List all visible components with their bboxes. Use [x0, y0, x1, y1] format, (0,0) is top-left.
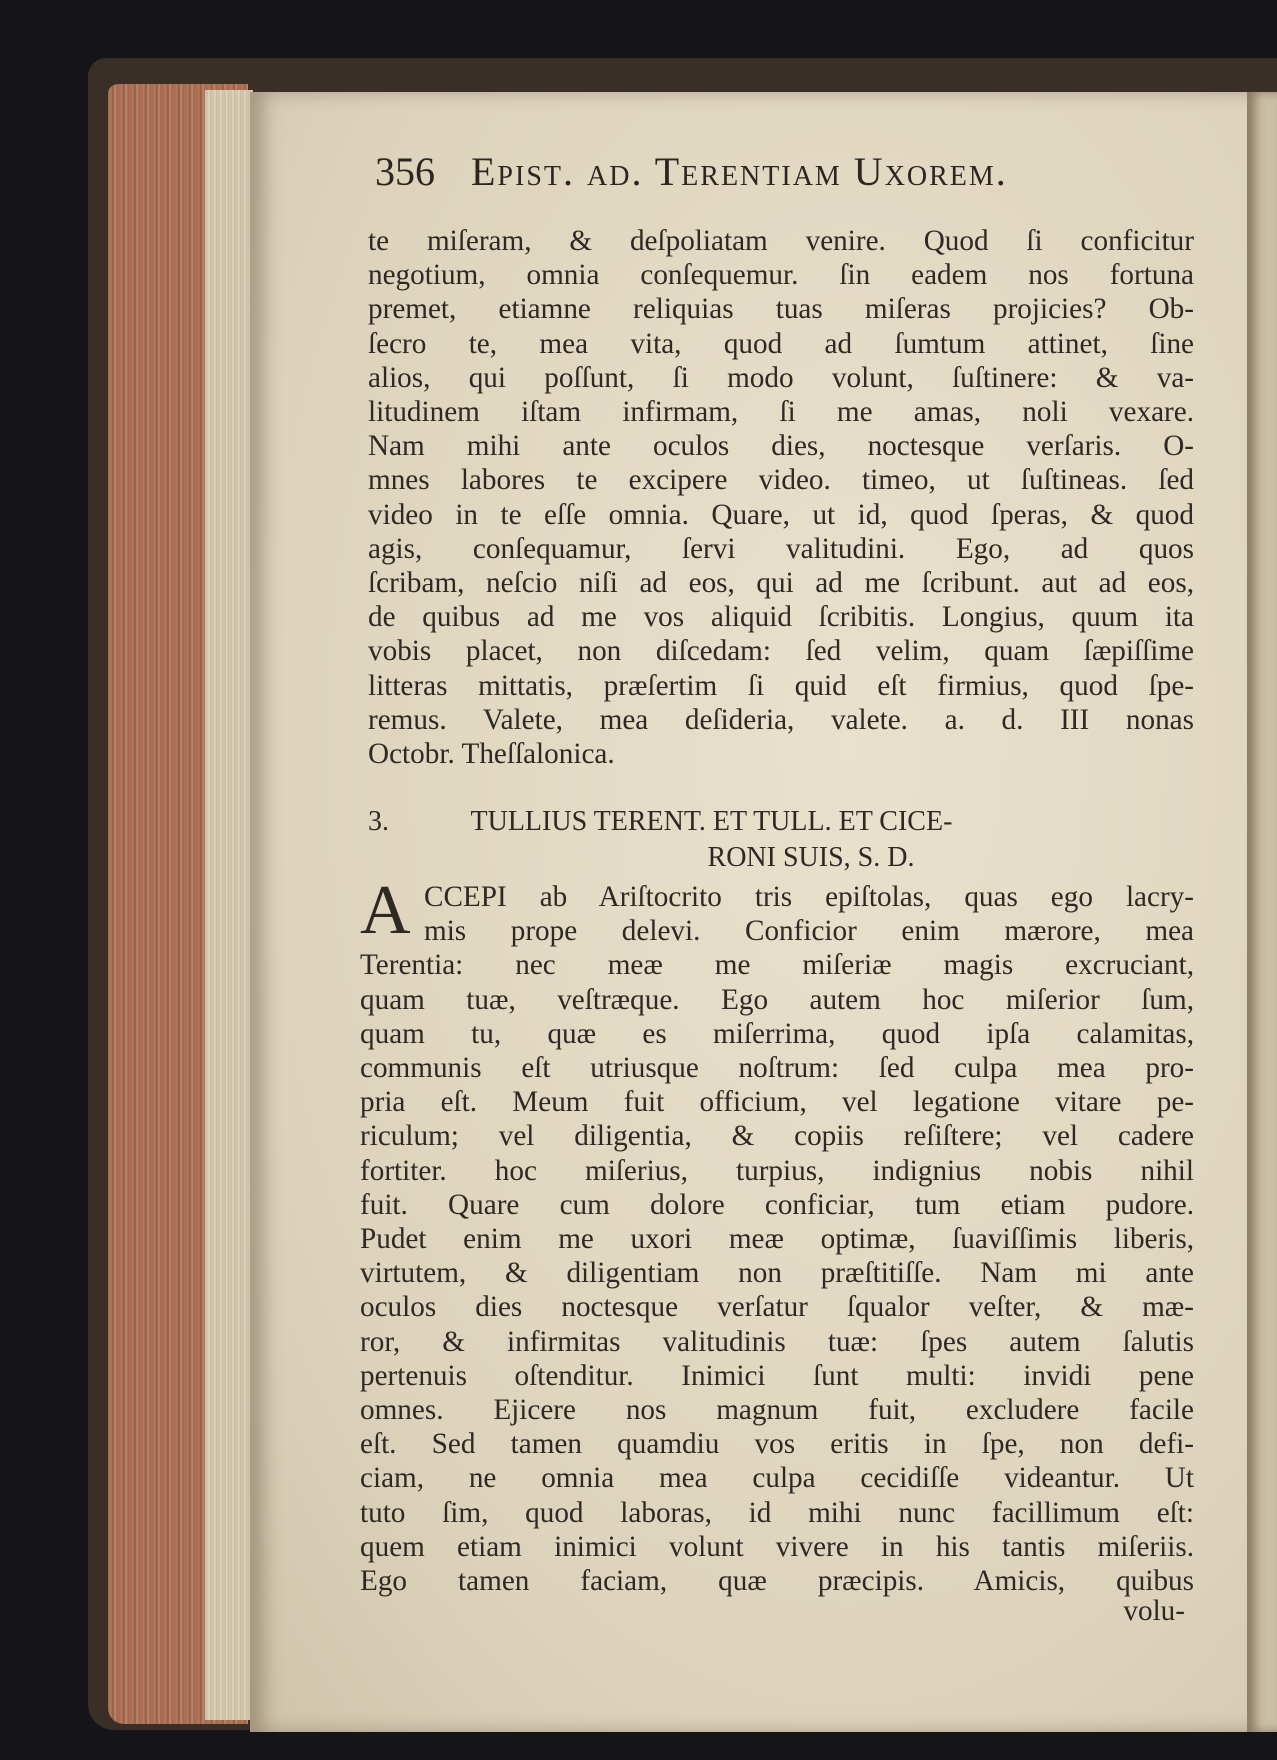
- letter-heading: [368, 804, 1194, 876]
- text-line: ſcribam, neſcio niſi ad eos, qui ad me ſcribunt. aut ad eos,: [368, 567, 1194, 600]
- text-line: Nam mihi ante oculos dies, noctesque verſaris. O-: [368, 430, 1194, 463]
- page-stack-inner: [205, 90, 253, 1720]
- text-line: Octobr. Theſſalonica.: [368, 738, 615, 771]
- text-line: fortiter. hoc miſerius, turpius, indignius nobis nihil: [360, 1154, 1194, 1187]
- page-number: 356: [375, 149, 435, 194]
- text-line: Terentia: nec meæ me miſeriæ magis excruciant,: [360, 949, 1194, 982]
- text-line: quem etiam inimici volunt vivere in his tantis miſeriis.: [360, 1530, 1194, 1563]
- text-line: ciam, ne omnia mea culpa cecidiſſe videantur. Ut: [360, 1462, 1194, 1495]
- drop-cap: A: [360, 872, 411, 949]
- text-line: virtutem, & diligentiam non præſtitiſſe. Nam mi ante: [360, 1257, 1194, 1290]
- heading-line-2: RONI SUIS, S. D.: [707, 842, 915, 873]
- text-line: ror, & infirmitas valitudinis tuæ: ſpes autem ſalutis: [360, 1325, 1194, 1358]
- text-line: mis prope delevi. Conficior enim mærore, mea: [424, 915, 1194, 948]
- text-line: vobis placet, non diſcedam: ſed velim, quam ſæpiſſime: [368, 635, 1194, 668]
- text-line: fuit. Quare cum dolore conficiar, tum etiam pudore.: [360, 1188, 1194, 1221]
- text-line: riculum; vel diligentia, & copiis reſiſtere; vel cadere: [360, 1120, 1194, 1153]
- text-line: te miſeram, & deſpoliatam venire. Quod ſi conficitur: [368, 225, 1194, 257]
- letter-number: 3.: [368, 806, 389, 837]
- page-header: [375, 148, 1175, 208]
- text-line: Ego tamen faciam, quæ præcipis. Amicis, quibus: [360, 1565, 1194, 1598]
- text-line: video in te eſſe omnia. Quare, ut id, quod ſperas, & quod: [368, 498, 1194, 531]
- letter-body: [360, 872, 1194, 1598]
- heading-line-1: TULLIUS TERENT. ET TULL. ET CICE-: [470, 806, 953, 837]
- text-line: tuto ſim, quod laboras, id mihi nunc facillimum eſt:: [360, 1496, 1194, 1529]
- text-line: litteras mittatis, præſertim ſi quid eſt firmius, quod ſpe-: [368, 669, 1194, 702]
- continuation-text: [368, 224, 1194, 771]
- text-line: quam tuæ, veſtræque. Ego autem hoc miſerior ſum,: [360, 983, 1194, 1016]
- text-line: pertenuis oſtenditur. Inimici ſunt multi: invidi pene: [360, 1359, 1194, 1392]
- text-line: mnes labores te excipere video. timeo, ut ſuſtineas. ſed: [368, 464, 1194, 497]
- text-line: de quibus ad me vos aliquid ſcribitis. Longius, quum ita: [368, 601, 1194, 634]
- catchword: volu-: [1123, 1595, 1185, 1627]
- gutter-next-page: [1247, 92, 1277, 1732]
- running-title: Epist. ad. Terentiam Uxorem.: [471, 149, 1008, 194]
- text-line: omnes. Ejicere nos magnum fuit, excludere facile: [360, 1394, 1194, 1427]
- text-line: Pudet enim me uxori meæ optimæ, ſuaviſſimis liberis,: [360, 1223, 1194, 1256]
- text-line: pria eſt. Meum fuit officium, vel legatione vitare pe-: [360, 1086, 1194, 1119]
- text-line: alios, qui poſſunt, ſi modo volunt, ſuſtinere: & va-: [368, 361, 1194, 394]
- text-line: premet, etiamne reliquias tuas miſeras projicies? Ob-: [368, 293, 1194, 326]
- text-line: litudinem iſtam infirmam, ſi me amas, noli vexare.: [368, 396, 1194, 429]
- text-line: ſecro te, mea vita, quod ad ſumtum attinet, ſine: [368, 327, 1194, 360]
- text-line: remus. Valete, mea deſideria, valete. a. d. III nonas: [368, 703, 1194, 736]
- text-line: oculos dies noctesque verſatur ſqualor veſter, & mæ-: [360, 1291, 1194, 1324]
- text-line: communis eſt utriusque noſtrum: ſed culpa mea pro-: [360, 1052, 1194, 1085]
- text-line: agis, conſequamur, ſervi valitudini. Ego, ad quos: [368, 532, 1194, 565]
- text-line: eſt. Sed tamen quamdiu vos eritis in ſpe, non defi-: [360, 1428, 1194, 1461]
- text-line: CCEPI ab Ariſtocrito tris epiſtolas, quas ego lacry-: [424, 881, 1194, 913]
- text-line: quam tu, quæ es miſerrima, quod ipſa calamitas,: [360, 1017, 1194, 1050]
- text-line: negotium, omnia conſequemur. ſin eadem nos fortuna: [368, 259, 1194, 292]
